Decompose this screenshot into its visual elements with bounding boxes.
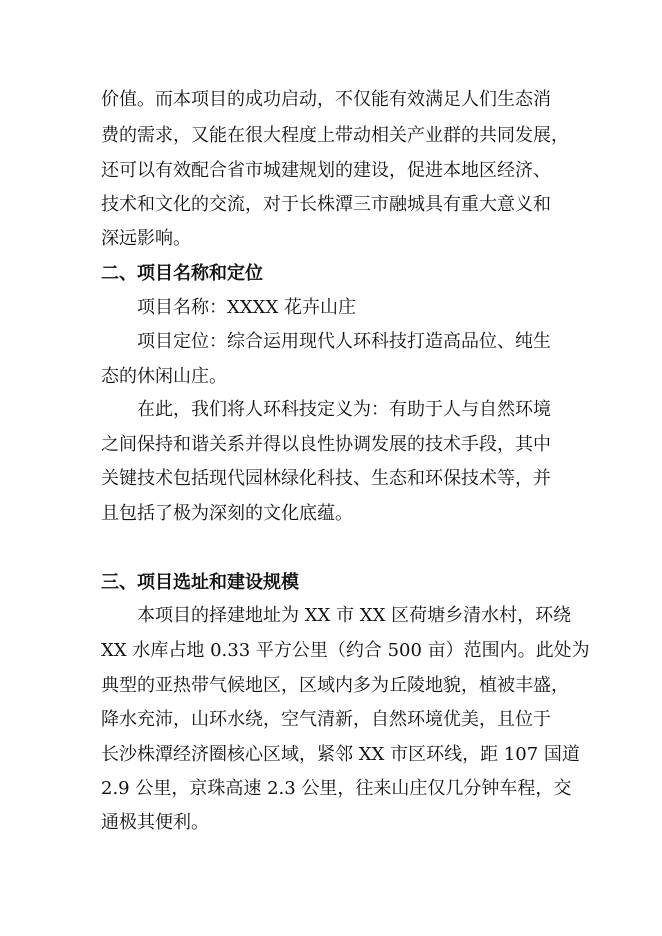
intro-line: 技术和文化的交流，对于长株潭三市融城具有重大意义和 <box>101 194 551 215</box>
definition-line: 关键技术包括现代园林绿化科技、生态和环保技术等，并 <box>101 468 551 489</box>
intro-line: 深远影响。 <box>101 228 191 249</box>
site-line: 典型的亚热带气候地区，区域内多为丘陵地貌，植被丰盛， <box>101 675 569 696</box>
positioning-line: 态的休闲山庄。 <box>101 366 227 387</box>
intro-line: 费的需求，又能在很大程度上带动相关产业群的共同发展， <box>101 125 569 146</box>
section-3-heading: 三、项目选址和建设规模 <box>101 572 299 593</box>
site-line: 长沙株潭经济圈核心区域，紧邻 XX 市区环线，距 107 国道 <box>101 744 580 765</box>
site-line: 通极其便利。 <box>101 812 209 833</box>
site-line: 本项目的择建地址为 XX 市 XX 区荷塘乡清水村，环绕 <box>137 605 572 626</box>
definition-line: 之间保持和谐关系并得以良性协调发展的技术手段，其中 <box>101 434 551 455</box>
definition-line: 且包括了极为深刻的文化底蕴。 <box>101 503 353 524</box>
section-2-heading: 二、项目名称和定位 <box>101 263 263 284</box>
positioning-line: 项目定位：综合运用现代人环科技打造高品位、纯生 <box>137 331 551 352</box>
definition-line: 在此，我们将人环科技定义为：有助于人与自然环境 <box>137 399 551 420</box>
project-name-line: 项目名称：XXXX 花卉山庄 <box>137 297 356 318</box>
intro-line: 价值。而本项目的成功启动，不仅能有效满足人们生态消 <box>101 89 551 110</box>
site-line: XX 水库占地 0.33 平方公里（约合 500 亩）范围内。此处为 <box>101 640 590 661</box>
site-line: 降水充沛，山环水绕，空气清新，自然环境优美，且位于 <box>101 709 551 730</box>
intro-line: 还可以有效配合省市城建规划的建设，促进本地区经济、 <box>101 160 551 181</box>
site-line: 2.9 公里，京珠高速 2.3 公里，往来山庄仅几分钟车程，交 <box>101 778 572 799</box>
